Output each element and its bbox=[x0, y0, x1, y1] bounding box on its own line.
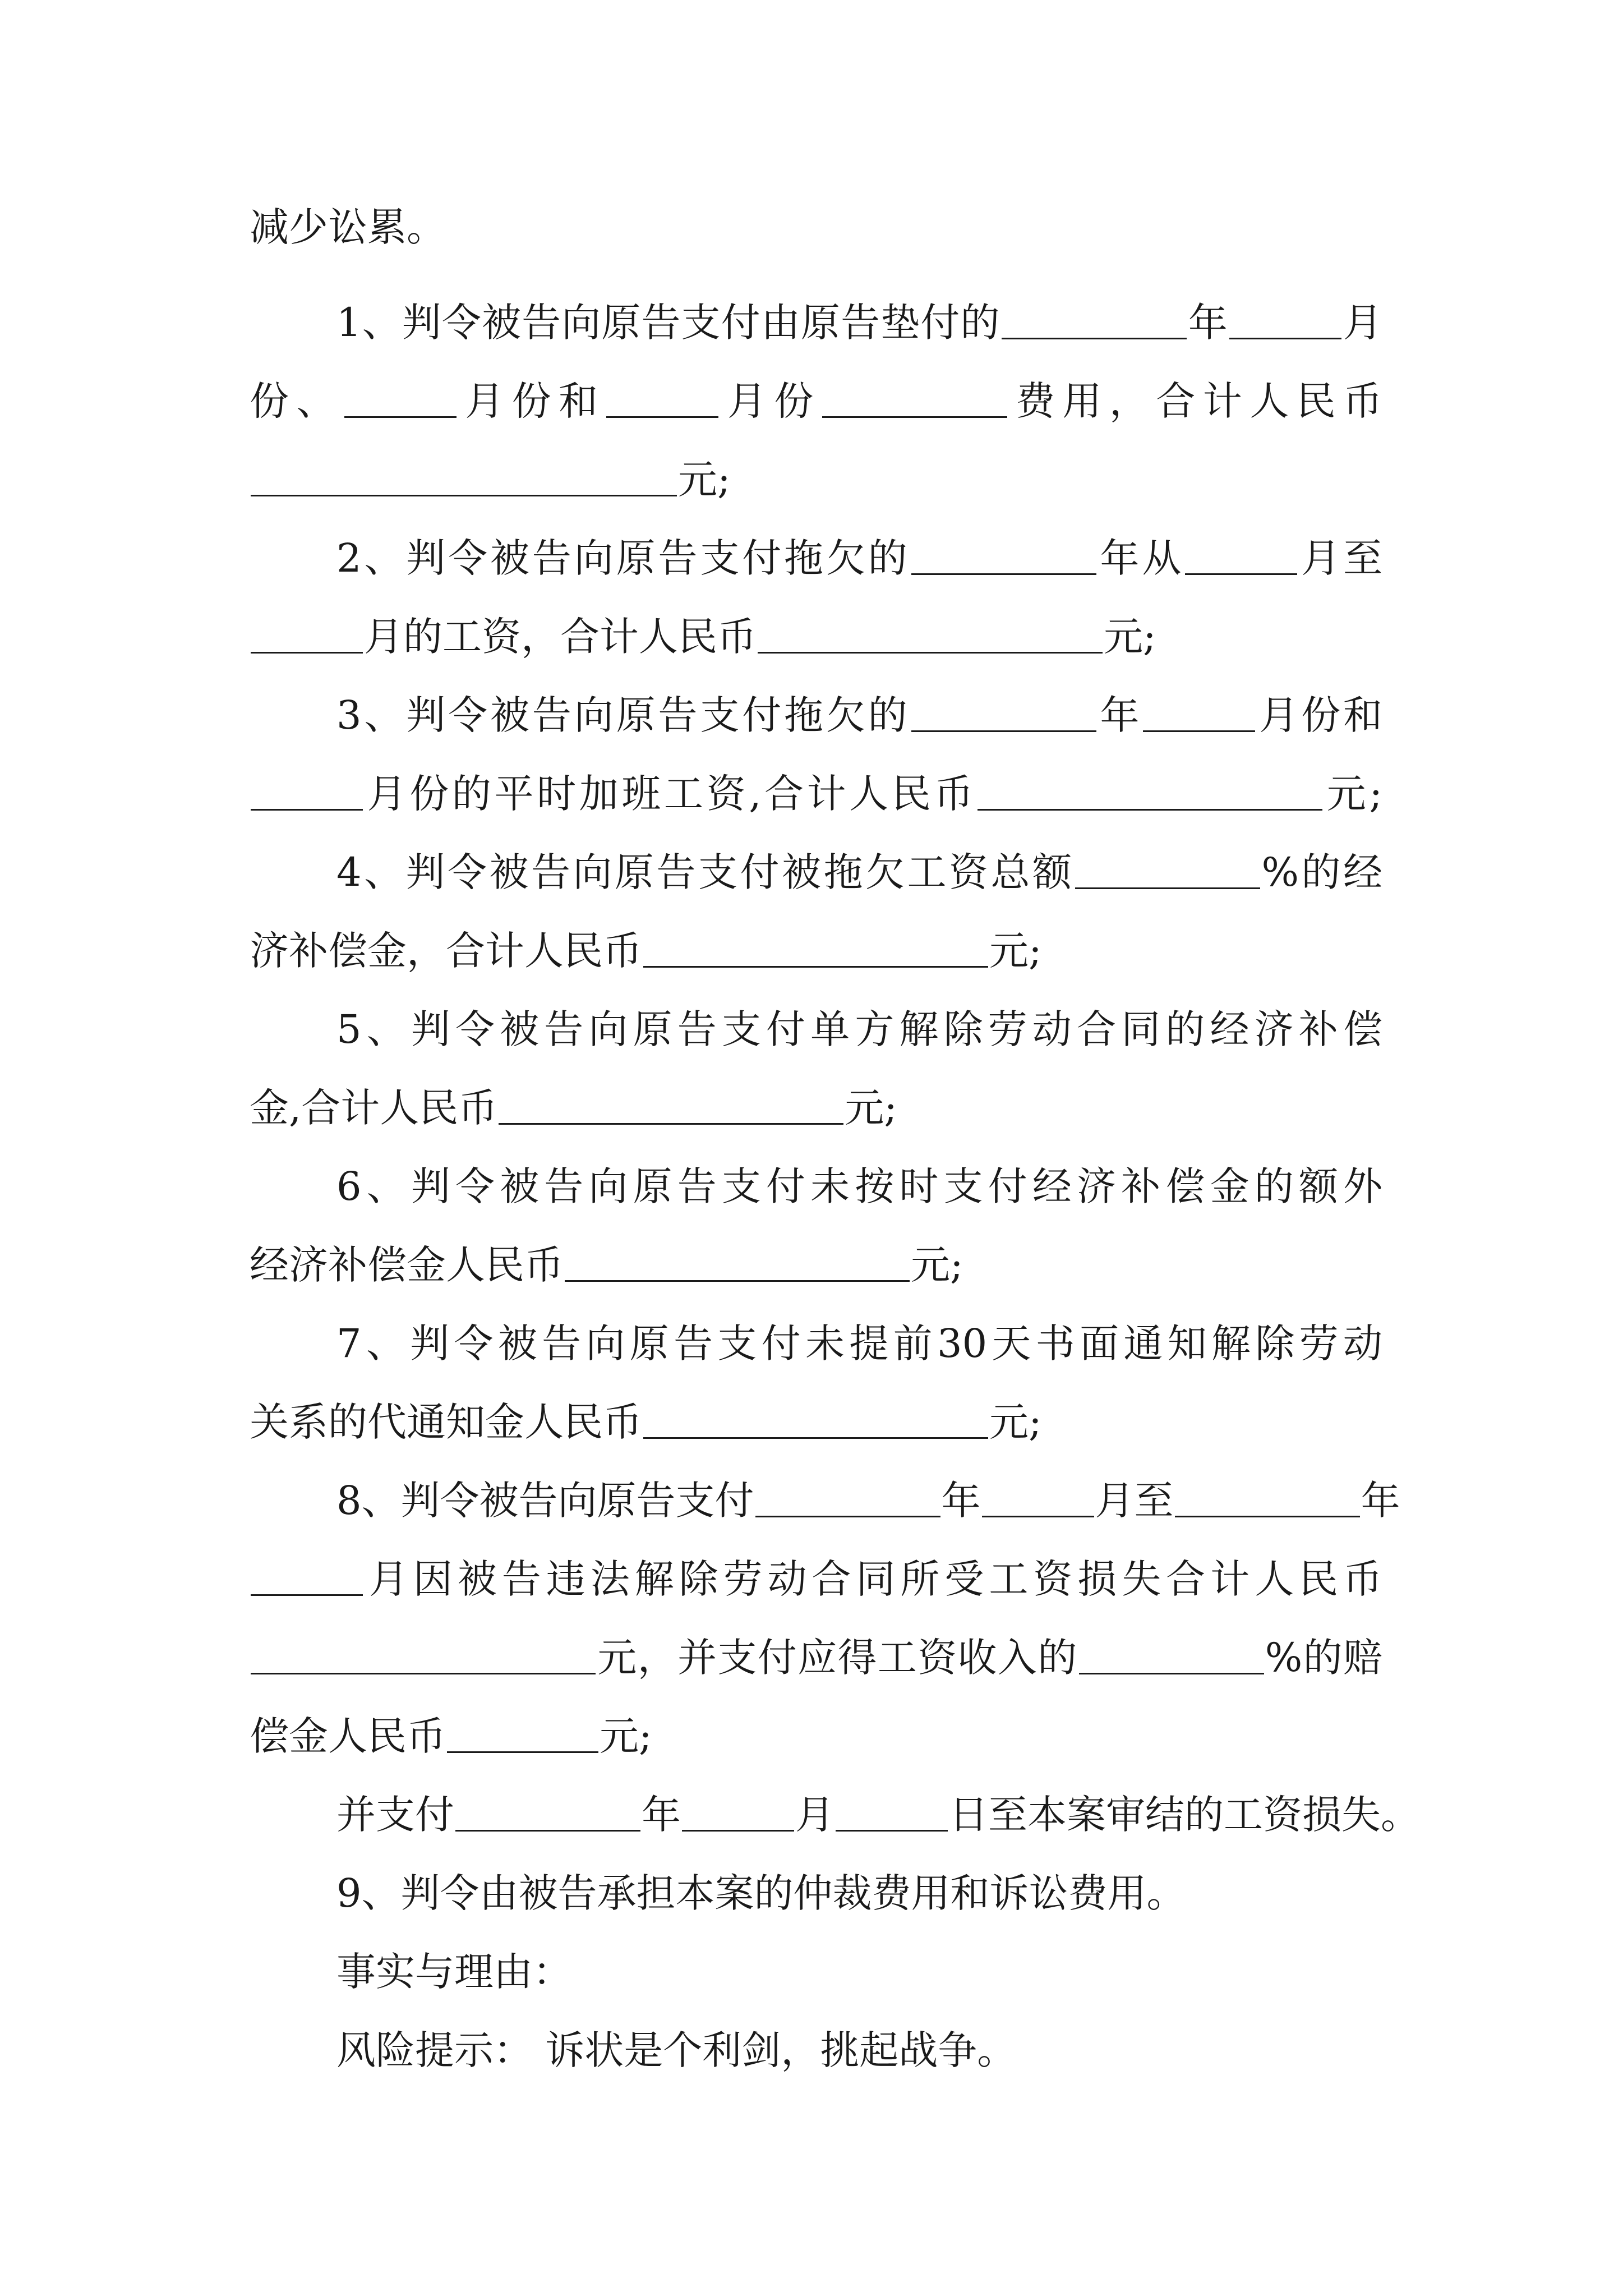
blank-field[interactable] bbox=[1079, 1634, 1264, 1674]
text-segment: 年 bbox=[642, 1792, 681, 1838]
blank-field[interactable] bbox=[682, 1791, 794, 1832]
blank-field[interactable] bbox=[251, 1555, 363, 1596]
text-segment: 月份的平时加班工资,合计人民币 bbox=[364, 771, 977, 817]
claim-9-line bbox=[336, 1860, 1382, 1927]
blank-field[interactable] bbox=[978, 770, 1322, 811]
text-segment: 元; bbox=[1104, 614, 1156, 660]
text-segment: 元; bbox=[911, 1242, 963, 1288]
claim-8-line-2 bbox=[250, 1545, 1382, 1613]
blank-field[interactable] bbox=[565, 1241, 910, 1282]
blank-field[interactable] bbox=[447, 1712, 598, 1753]
claim-5-line-1 bbox=[336, 996, 1382, 1063]
blank-field[interactable] bbox=[911, 691, 1096, 732]
blank-field[interactable] bbox=[344, 377, 457, 418]
text-segment: 月 bbox=[1342, 300, 1382, 346]
text-segment: 6、判令被告向原告支付未按时支付经济补偿金的额外 bbox=[336, 1163, 1382, 1209]
claim-7-line-2 bbox=[250, 1388, 1382, 1456]
text-segment: 元; bbox=[1324, 771, 1382, 817]
text-segment: 年 bbox=[1361, 1478, 1400, 1524]
blank-field[interactable] bbox=[1175, 1476, 1360, 1517]
text-segment: 年 bbox=[1097, 692, 1142, 738]
blank-field[interactable] bbox=[251, 1634, 596, 1674]
risk-note bbox=[336, 2017, 1382, 2084]
text-segment: 金,合计人民币 bbox=[250, 1085, 498, 1131]
claim-2-line-2 bbox=[250, 603, 1382, 670]
text-segment: 元; bbox=[989, 1399, 1042, 1445]
claim-8-line-1 bbox=[336, 1467, 1400, 1534]
text-segment: 关系的代通知金人民币 bbox=[250, 1399, 642, 1445]
text-segment: 费用，合计人民币 bbox=[1008, 378, 1383, 424]
text-segment: 风险提示： 诉状是个利剑，挑起战争。 bbox=[336, 2027, 1017, 2073]
claim-4-line-2 bbox=[250, 917, 1382, 984]
blank-field[interactable] bbox=[1143, 691, 1255, 732]
claim-5-line-2 bbox=[250, 1074, 1382, 1142]
blank-field[interactable] bbox=[836, 1791, 948, 1832]
blank-field[interactable] bbox=[499, 1084, 843, 1125]
text-segment: 月份和 bbox=[1256, 692, 1383, 738]
text-segment: 月份 bbox=[720, 378, 821, 424]
text-segment: 偿金人民币 bbox=[250, 1713, 446, 1759]
text-segment: 月份和 bbox=[457, 378, 606, 424]
blank-field[interactable] bbox=[251, 770, 363, 811]
text-segment: 元; bbox=[678, 457, 731, 503]
claim-3-line-2 bbox=[250, 760, 1382, 827]
text-segment: 事实与理由： bbox=[336, 1949, 572, 1995]
claim-6-line-1 bbox=[336, 1153, 1382, 1220]
claim-6-line-2 bbox=[250, 1231, 1382, 1299]
text-segment: %的赔 bbox=[1265, 1635, 1383, 1681]
text-segment: 月至 bbox=[1298, 535, 1383, 581]
claim-8-line-5 bbox=[336, 1781, 1420, 1848]
blank-field[interactable] bbox=[982, 1476, 1094, 1517]
text-segment: 份、 bbox=[250, 378, 343, 424]
blank-field[interactable] bbox=[606, 377, 718, 418]
text-segment: 元; bbox=[600, 1713, 652, 1759]
text-segment: 月 bbox=[795, 1792, 834, 1838]
claim-1-line-1 bbox=[336, 289, 1382, 356]
claim-4-line-1 bbox=[336, 839, 1382, 906]
blank-field[interactable] bbox=[1075, 848, 1260, 889]
blank-field[interactable] bbox=[758, 613, 1103, 654]
text-segment: 5、判令被告向原告支付单方解除劳动合同的经济补偿 bbox=[336, 1006, 1382, 1052]
text-segment: 日至本案审结的工资损失。 bbox=[949, 1792, 1420, 1838]
blank-field[interactable] bbox=[251, 455, 677, 496]
text-segment: 1、判令被告向原告支付由原告垫付的 bbox=[336, 300, 1000, 346]
text-segment: 年 bbox=[1187, 300, 1228, 346]
claim-8-line-3 bbox=[250, 1624, 1382, 1691]
text-segment: 月的工资，合计人民币 bbox=[364, 614, 757, 660]
text-segment: %的经 bbox=[1261, 849, 1382, 895]
text-line bbox=[250, 194, 1382, 261]
text-segment: 4、判令被告向原告支付被拖欠工资总额 bbox=[336, 849, 1075, 895]
text-segment: 元; bbox=[989, 928, 1042, 974]
claim-3-line-1 bbox=[336, 682, 1382, 749]
text-segment: 7、判令被告向原告支付未提前30天书面通知解除劳动 bbox=[336, 1320, 1382, 1366]
text-segment: 8、判令被告向原告支付 bbox=[336, 1478, 754, 1524]
text-segment: 元; bbox=[845, 1085, 897, 1131]
text-segment: 月因被告违法解除劳动合同所受工资损失合计人民币 bbox=[364, 1556, 1382, 1602]
text-segment: 9、判令由被告承担本案的仲裁费用和诉讼费用。 bbox=[336, 1870, 1186, 1916]
text-segment: 年从 bbox=[1097, 535, 1184, 581]
text-segment: 元，并支付应得工资收入的 bbox=[597, 1635, 1078, 1681]
claim-2-line-1 bbox=[336, 524, 1382, 592]
facts-heading bbox=[336, 1938, 1382, 2005]
text-segment: 经济补偿金人民币 bbox=[250, 1242, 564, 1288]
blank-field[interactable] bbox=[1229, 298, 1341, 339]
blank-field[interactable] bbox=[643, 927, 988, 968]
text-segment: 年 bbox=[941, 1478, 981, 1524]
claim-1-line-2 bbox=[250, 367, 1382, 435]
blank-field[interactable] bbox=[251, 613, 363, 654]
text-segment: 3、判令被告向原告支付拖欠的 bbox=[336, 692, 910, 738]
blank-field[interactable] bbox=[1002, 298, 1187, 339]
blank-field[interactable] bbox=[911, 534, 1096, 575]
text-segment: 济补偿金，合计人民币 bbox=[250, 928, 642, 974]
text-segment: 2、判令被告向原告支付拖欠的 bbox=[336, 535, 910, 581]
claim-8-line-4 bbox=[250, 1703, 1382, 1770]
blank-field[interactable] bbox=[1185, 534, 1297, 575]
blank-field[interactable] bbox=[643, 1398, 988, 1439]
text-segment: 减少讼累。 bbox=[250, 204, 446, 250]
text-segment: 并支付 bbox=[336, 1792, 454, 1838]
blank-field[interactable] bbox=[755, 1476, 940, 1517]
blank-field[interactable] bbox=[822, 377, 1007, 418]
blank-field[interactable] bbox=[455, 1791, 640, 1832]
text-segment: 月至 bbox=[1095, 1478, 1174, 1524]
claim-7-line-1 bbox=[336, 1310, 1382, 1377]
claim-1-line-3 bbox=[250, 446, 1382, 513]
